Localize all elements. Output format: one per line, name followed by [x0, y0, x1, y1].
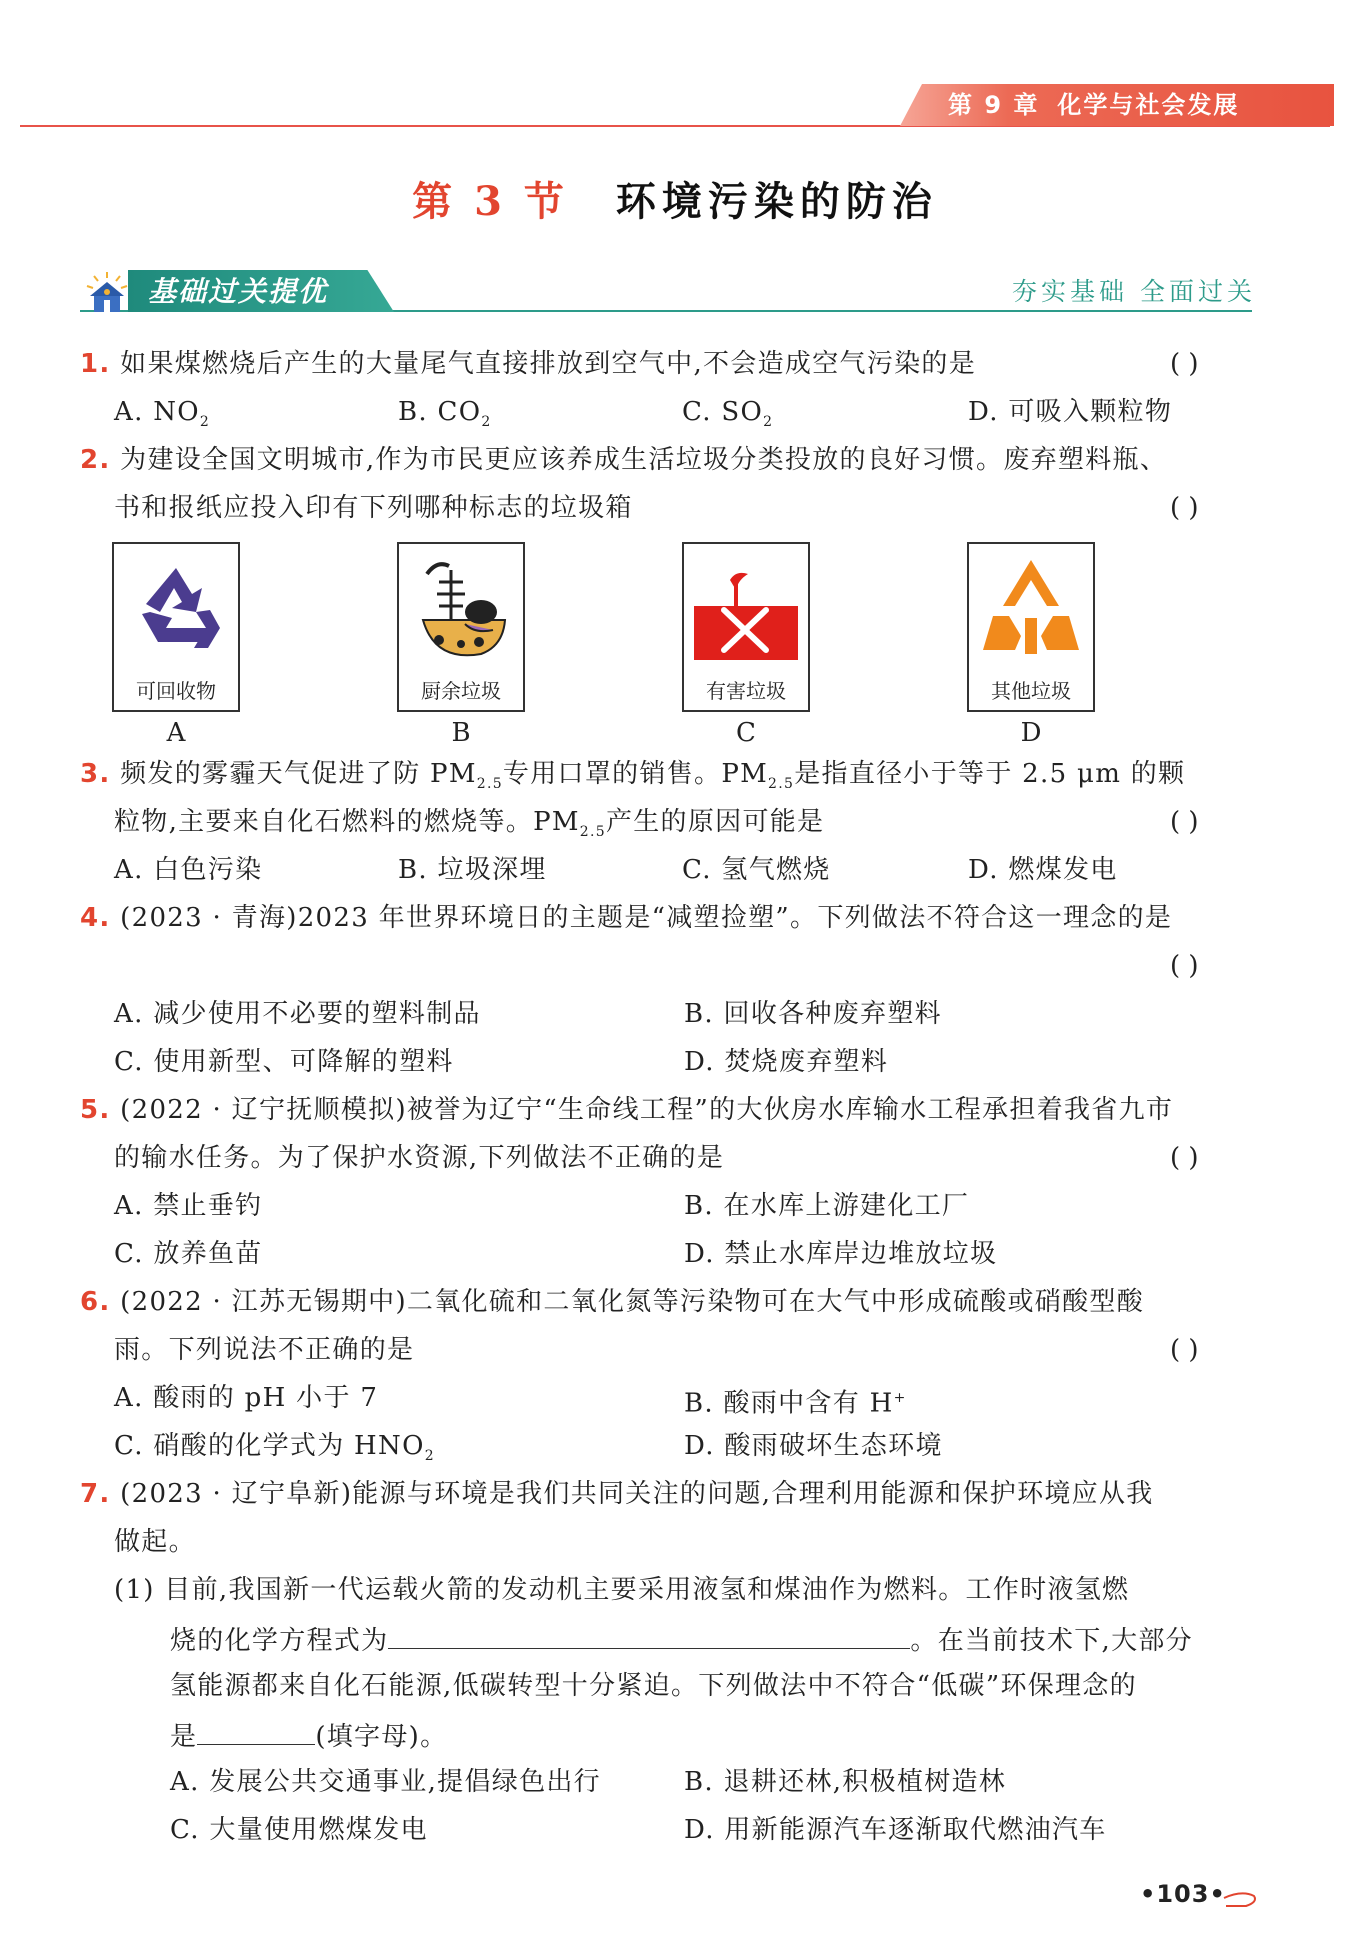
- banner-motto: 夯实基础 全面过关: [1012, 277, 1256, 306]
- q7-part1-line4: 是 (填字母)。: [170, 1716, 447, 1755]
- q4-option-b: B. 回收各种废弃塑料: [684, 999, 942, 1029]
- q6-option-a: A. 酸雨的 pH 小于 7: [114, 1383, 379, 1413]
- q5-answer-paren: ( ): [1170, 1143, 1199, 1173]
- page-title: [0, 170, 1350, 227]
- q2-number: 2.: [80, 445, 111, 475]
- recycle-icon: [120, 550, 232, 670]
- other-waste-icon: [975, 550, 1087, 670]
- sign-label-food-waste: 厨余垃圾: [421, 679, 501, 703]
- q7-stem-line2: 做起。: [114, 1527, 196, 1557]
- q4-answer-paren: ( ): [1170, 951, 1199, 981]
- q1-answer-paren: ( ): [1170, 349, 1199, 379]
- q6-option-c: C. 硝酸的化学式为 $HNO_2$: [114, 1431, 435, 1465]
- sign-hazardous: [682, 542, 810, 712]
- page-number: •103•: [1140, 1880, 1226, 1908]
- q6-option-b: B. 酸雨中含有 H+: [684, 1388, 907, 1419]
- letter-blank[interactable]: [197, 1716, 315, 1745]
- q7-part1-line2: 烧的化学方程式为 。在当前技术下,大部分: [170, 1620, 1193, 1659]
- q2-answer-paren: ( ): [1170, 493, 1199, 523]
- q5-stem-line1: 5. (2022 · 辽宁抚顺模拟)被誉为辽宁“生命线工程”的大伙房水库输水工程承担着我省九市: [80, 1095, 1174, 1125]
- q7-number: 7.: [80, 1479, 111, 1509]
- sign-letter-c: C: [736, 718, 756, 748]
- equation-blank[interactable]: [388, 1620, 910, 1649]
- q4-stem: 4. (2023 · 青海)2023 年世界环境日的主题是“减塑捡塑”。下列做法不符合这一理念的是: [80, 903, 1173, 933]
- q3-answer-paren: ( ): [1170, 807, 1199, 837]
- q3-option-a: A. 白色污染: [114, 855, 263, 885]
- sign-letter-b: B: [451, 718, 471, 748]
- chapter-number: 第 9 章: [948, 91, 1040, 119]
- hazardous-icon: [690, 550, 802, 670]
- sign-other-waste: [967, 542, 1095, 712]
- q2-stem-line2: 书和报纸应投入印有下列哪种标志的垃圾箱: [114, 493, 633, 523]
- q7-stem-line1: 7. (2023 · 辽宁阜新)能源与环境是我们共同关注的问题,合理利用能源和保护环境应从我: [80, 1479, 1154, 1509]
- q6-answer-paren: ( ): [1170, 1335, 1199, 1365]
- q3-stem-line2: 粒物,主要来自化石燃料的燃烧等。$PM_{2.5}$产生的原因可能是: [114, 807, 825, 841]
- section-number: 第 3 节: [412, 178, 568, 225]
- q5-option-b: B. 在水库上游建化工厂: [684, 1191, 970, 1221]
- chapter-title: 化学与社会发展: [1057, 91, 1240, 119]
- q7-option-d: D. 用新能源汽车逐渐取代燃油汽车: [684, 1815, 1107, 1845]
- q3-number: 3.: [80, 759, 111, 789]
- q4-number: 4.: [80, 903, 111, 933]
- q4-option-a: A. 减少使用不必要的塑料制品: [114, 999, 481, 1029]
- q1-option-c: C. $SO_2$: [682, 397, 774, 431]
- q7-part1-line1: (1) 目前,我国新一代运载火箭的发动机主要采用液氢和煤油作为燃料。工作时液氢燃: [114, 1575, 1130, 1605]
- q1-option-d: D. 可吸入颗粒物: [968, 397, 1173, 427]
- q7-option-c: C. 大量使用燃煤发电: [170, 1815, 428, 1845]
- banner-label: 基础过关提优: [148, 275, 329, 308]
- q5-stem-line2: 的输水任务。为了保护水资源,下列做法不正确的是: [114, 1143, 725, 1173]
- q3-option-b: B. 垃圾深埋: [398, 855, 547, 885]
- q7-option-b: B. 退耕还林,积极植树造林: [684, 1767, 1007, 1797]
- q6-stem-line1: 6. (2022 · 江苏无锡期中)二氧化硫和二氧化氮等污染物可在大气中形成硫酸或硝酸型酸: [80, 1287, 1145, 1317]
- q6-option-d: D. 酸雨破坏生态环境: [684, 1431, 943, 1461]
- q3-stem-line1: 3. 频发的雾霾天气促进了防 $PM_{2.5}$专用口罩的销售。$PM_{2.5}$是指直径小于等于 2.5 μm 的颗: [80, 759, 1186, 793]
- food-waste-icon: [405, 550, 517, 670]
- q5-option-c: C. 放养鱼苗: [114, 1239, 263, 1269]
- q2-stem-line1: 2. 为建设全国文明城市,作为市民更应该养成生活垃圾分类投放的良好习惯。废弃塑料瓶、: [80, 445, 1168, 475]
- sign-label-recyclable: 可回收物: [136, 679, 216, 703]
- q1-option-a: A. $NO_2$: [114, 397, 211, 431]
- section-name: 环境污染的防治: [615, 178, 938, 225]
- q6-number: 6.: [80, 1287, 111, 1317]
- chapter-heading: [948, 88, 1257, 122]
- q5-option-d: D. 禁止水库岸边堆放垃圾: [684, 1239, 998, 1269]
- q6-stem-line2: 雨。下列说法不正确的是: [114, 1335, 415, 1365]
- q7-part1-line3: 氢能源都来自化石能源,低碳转型十分紧迫。下列做法中不符合“低碳”环保理念的: [170, 1671, 1137, 1701]
- house-icon: [84, 270, 130, 314]
- q1-text: 如果煤燃烧后产生的大量尾气直接排放到空气中,不会造成空气污染的是: [120, 349, 977, 379]
- q3-option-c: C. 氢气燃烧: [682, 855, 831, 885]
- q5-option-a: A. 禁止垂钓: [114, 1191, 263, 1221]
- sign-label-hazardous: 有害垃圾: [706, 679, 786, 703]
- page-swoosh-icon: [1222, 1888, 1258, 1910]
- sign-recyclable: [112, 542, 240, 712]
- sign-letter-d: D: [1020, 718, 1042, 748]
- q3-option-d: D. 燃煤发电: [968, 855, 1118, 885]
- sign-food-waste: [397, 542, 525, 712]
- q5-number: 5.: [80, 1095, 111, 1125]
- q4-option-d: D. 焚烧废弃塑料: [684, 1047, 889, 1077]
- sign-label-other-waste: 其他垃圾: [991, 679, 1071, 703]
- sign-letter-a: A: [166, 718, 186, 748]
- q1-stem: [80, 346, 976, 382]
- q4-option-c: C. 使用新型、可降解的塑料: [114, 1047, 454, 1077]
- q1-number: 1.: [80, 349, 111, 379]
- q7-option-a: A. 发展公共交通事业,提倡绿色出行: [170, 1767, 601, 1797]
- q1-option-b: B. $CO_2$: [398, 397, 492, 431]
